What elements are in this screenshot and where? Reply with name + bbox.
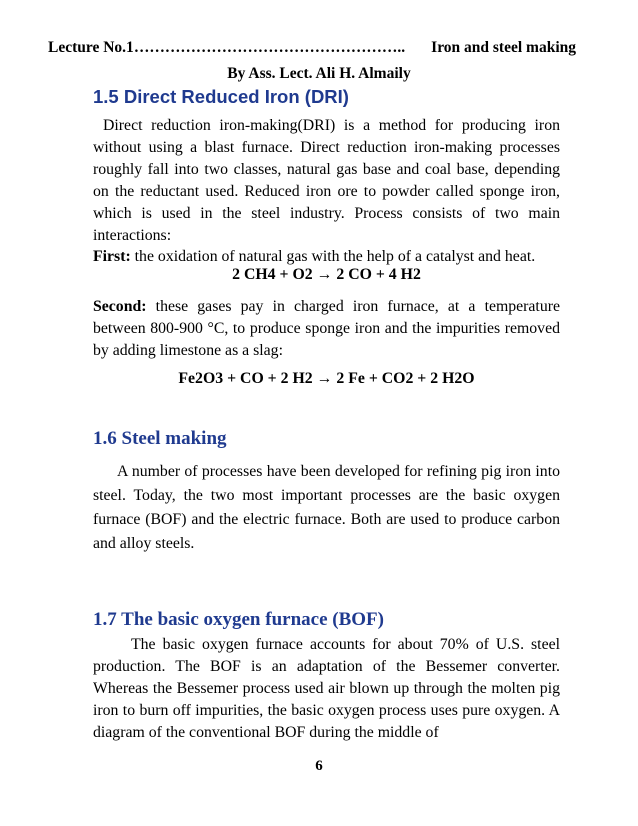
equation-2: Fe2O3 + CO + 2 H2 → 2 Fe + CO2 + 2 H2O <box>178 370 475 387</box>
second-label: Second: <box>93 298 147 315</box>
page-number: 6 <box>315 758 323 774</box>
second-text: these gases pay in charged iron furnace, at a temperature between 800-900 °C, to produce sponge iron and the impurities removed by adding limestone as a slag: <box>93 298 560 359</box>
lecture-topic: Iron and steel making <box>431 39 576 56</box>
author-line: By Ass. Lect. Ali H. Almaily <box>227 65 411 82</box>
heading-steel-making: 1.6 Steel making <box>93 428 227 449</box>
header-leader-dots: …………………………………………….. <box>133 39 406 56</box>
heading-bof: 1.7 The basic oxygen furnace (BOF) <box>93 609 384 630</box>
heading-dri: 1.5 Direct Reduced Iron (DRI) <box>93 86 349 107</box>
equation-1: 2 CH4 + O2 → 2 CO + 4 H2 <box>232 266 421 283</box>
paragraph-dri-intro: Direct reduction iron-making(DRI) is a method for producing iron without using a blast furnace. Direct reduction iron-making processes roughly fall into two classes, natural gas base and coal base, depending on the reductant used. Reduced iron ore to powder called sponge iron, which is used in the steel industry. Process consists of two main interactions: <box>93 117 560 244</box>
first-text: the oxidation of natural gas with the help of a catalyst and heat. <box>130 248 536 265</box>
paragraph-dri-second <box>93 296 560 362</box>
page-header <box>48 39 576 57</box>
paragraph-dri-first <box>93 246 560 268</box>
paragraph-bof: The basic oxygen furnace accounts for about 70% of U.S. steel production. The BOF is an adaptation of the Bessemer converter. Whereas the Bessemer process used air blown up through the molten pig iron to burn off impurities, the basic oxygen process uses pure oxygen. A diagram of the conventional BOF during the middle of <box>93 636 560 741</box>
lecture-number: Lecture No.1 <box>48 39 134 56</box>
paragraph-steel-making: A number of processes have been developed for refining pig iron into steel. Today, the two most important processes are the basic oxygen furnace (BOF) and the electric furnace. Both are used to produce carbon and alloy steels. <box>93 463 560 552</box>
first-label: First: <box>93 248 131 265</box>
